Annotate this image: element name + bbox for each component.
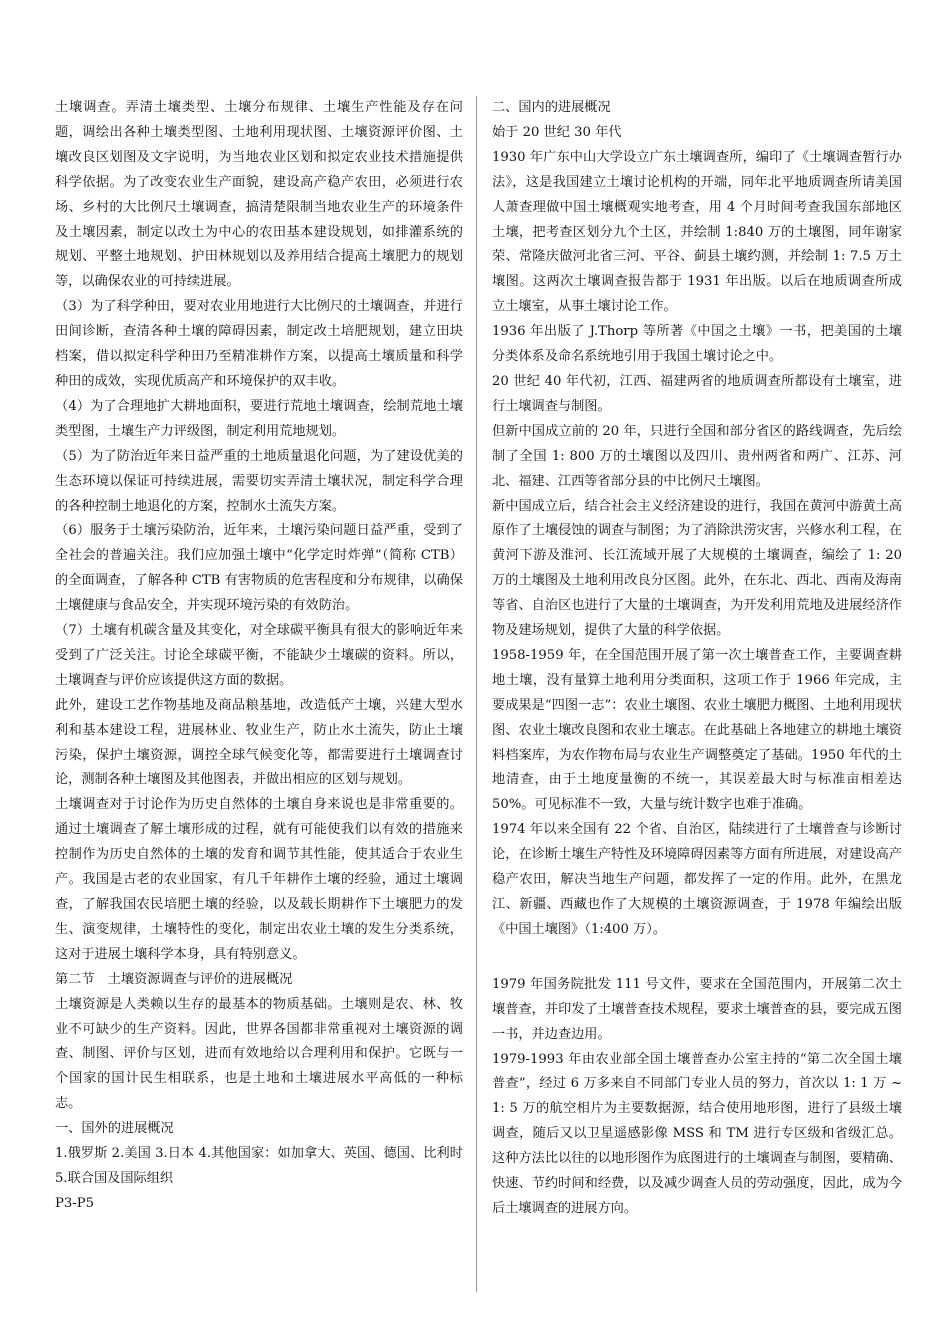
paragraph: 1958-1959 年，在全国范围开展了第一次土壤普查工作，主要调查耕地土壤，没有量算土地利用分类面积，这项工作于 1966 年完成，主要成果是“四图一志”：农业土壤图、农业土壤肥力概图、土地利用现状图、农业土壤改良图和农业土壤志。在此基础上各地建立的耕地土壤资料档案库，为农作物布局与农业生产调整奠定了基础。1950 年代的土地清查，由于土地度量衡的不统一，其误差最大时与标准亩相差达 50%。可见标准不一致，大量与统计数字也难于准确。 — [492, 647, 902, 813]
section-heading: 第二节 土壤资源调查与评价的进展概况 — [55, 971, 293, 987]
paragraph: 1979 年国务院批发 111 号文件，要求在全国范围内，开展第二次土壤普查，并印发了土壤普查技术规程，要求土壤普查的县，要完成五图一书，并边查边用。 — [492, 976, 902, 1042]
column-divider — [476, 96, 477, 1292]
subsection-heading: 一、国外的进展概况 — [55, 1121, 174, 1137]
paragraph: 1.俄罗斯 2.美国 3.日本 4.其他国家：如加拿大、英国、德国、比利时 5.联合国及国际组织 — [55, 1146, 463, 1186]
left-column — [55, 96, 463, 1217]
paragraph: 始于 20 世纪 30 年代 — [492, 124, 622, 140]
paragraph: 1936 年出版了 J.Thorp 等所著《中国之土壤》一书，把美国的土壤分类体系及命名系统地引用于我国土壤讨论之中。 — [492, 324, 902, 365]
paragraph: （5）为了防治近年来日益严重的土地质量退化问题，为了建设优美的生态环境以保证可持续进展，需要切实弄清土壤状况，制定科学合理的各种控制土地退化的方案，控制水土流失方案。 — [55, 448, 463, 514]
paragraph: 但新中国成立前的 20 年，只进行全国和部分省区的路线调查，先后绘制了全国 1: 800 万的土壤图以及四川、贵州两省和两广、江苏、河北、福建、江西等省部分县的中比例尺土壤图。 — [492, 423, 902, 489]
subsection-heading: 二、国内的进展概况 — [492, 100, 611, 115]
paragraph: （4）为了合理地扩大耕地面积，要进行荒地土壤调查，绘制荒地土壤类型图，土壤生产力评级图，制定利用荒地规划。 — [55, 398, 463, 439]
paragraph: （7）土壤有机碳含量及其变化，对全球碳平衡具有很大的影响近年来受到了广泛关注。讨论全球碳平衡，不能缺少土壤碳的资料。所以，土壤调查与评价应该提供这方面的数据。 — [55, 623, 463, 688]
paragraph: 土壤资源是人类赖以生存的最基本的物质基础。土壤则是农、林、牧业不可缺少的生产资料。因此，世界各国都非常重视对土壤资源的调查、制图、评价与区划，进而有效地给以合理利用和保护。它既与一个国家的国计民生相联系，也是土地和土壤进展水平高低的一种标志。 — [55, 996, 463, 1112]
right-column — [492, 96, 902, 1222]
paragraph: 土壤调查。弄清土壤类型、土壤分布规律、土壤生产性能及存在问题，调绘出各种土壤类型图、土地利用现状图、土壤资源评价图、土壤改良区划图及文字说明，为当地农业区划和拟定农业技术措施提供科学依据。为了改变农业生产面貌，建设高产稳产农田，必须进行农场、乡村的大比例尺土壤调查，搞清楚限制当地农业生产的环境条件及土壤因素，制定以改土为中心的农田基本建设规划，如排灌系统的规划、平整土地规划、护田林规划以及养用结合提高土壤肥力的规划等，以确保农业的可持续进展。 — [55, 100, 463, 290]
paragraph: 1974 年以来全国有 22 个省、自治区，陆续进行了土壤普查与诊断讨论，在诊断土壤生产特性及环境障碍因素等方面有所进展，对建设高产稳产农田，解决当地生产问题，都发挥了一定的作用。此外，在黑龙江、新疆、西藏也作了大规模的土壤资源调查，于 1978 年编绘出版《中国土壤图》（1:400 万）。 — [492, 822, 902, 937]
paragraph: 1930 年广东中山大学设立广东土壤调查所，编印了《土壤调查暂行办法》，这是我国建立土壤讨论机构的开端，同年北平地质调查所请美国人萧查理做中国土壤概观实地考查，用 4 个月时间考查我国东部地区土壤，把考查区划分九个土区，并绘制 1:840 万的土壤图，同年谢家荣、常隆庆做河北省三河、平谷、蓟县土壤约测，并绘制 1: 7.5 万土壤图。这两次土壤调查报告都于 1931 年出版。以后在地质调查所成立土壤室，从事土壤讨论工作。 — [492, 149, 902, 315]
page-reference: P3-P5 — [55, 1195, 94, 1211]
paragraph: 新中国成立后，结合社会主义经济建设的进行，我国在黄河中游黄土高原作了土壤侵蚀的调查与制图；为了消除洪涝灾害，兴修水利工程，在黄河下游及淮河、长江流域开展了大规模的土壤调查，编绘了 1: 20 万的土壤图及土地利用改良分区图。此外，在东北、西北、西南及海南等省、自治区也进行了大量的土壤调查，为开发利用荒地及进展经济作物及建场规划，提供了大量的科学依据。 — [492, 498, 902, 639]
blank-gap — [492, 943, 902, 973]
paragraph: 20 世纪 40 年代初，江西、福建两省的地质调查所都设有土壤室，进行土壤调查与制图。 — [492, 373, 902, 414]
paragraph: （3）为了科学种田，要对农业用地进行大比例尺的土壤调查，并进行田间诊断，查清各种土壤的障碍因素，制定改土培肥规划，建立田块档案，借以拟定科学种田乃至精准耕作方案，以提高土壤质量和科学种田的成效，实现优质高产和环境保护的双丰收。 — [55, 299, 463, 389]
paragraph: 1979-1993 年由农业部全国土壤普查办公室主持的“第二次全国土壤普查”，经过 6 万多来自不同部门专业人员的努力，首次以 1: 1 万 ~ 1: 5 万的航空相片为主要数据源，结合使用地形图，进行了县级土壤调查，随后又以卫星遥感影像 MSS 和 TM 进行专区级和省级汇总。这种方法比以往的以地形图作为底图进行的土壤调查与制图，要精确、快速、节约时间和经费，以及减少调查人员的劳动强度，因此，成为今后土壤调查的进展方向。 — [492, 1051, 902, 1216]
paragraph: 此外，建设工艺作物基地及商品粮基地，改造低产土壤，兴建大型水利和基本建设工程，进展林业、牧业生产，防止水土流失，防止土壤污染，保护土壤资源，调控全球气候变化等，都需要进行土壤调查讨论，测制各种土壤图及其他图表，并做出相应的区划与规划。 — [55, 697, 463, 788]
paragraph: 土壤调查对于讨论作为历史自然体的土壤自身来说也是非常重要的。通过土壤调查了解土壤形成的过程，就有可能使我们以有效的措施来控制作为历史自然体的土壤的发育和调节其性能，使其适合于农业生产。我国是古老的农业国家，有几千年耕作土壤的经验，通过土壤调查，了解我国农民培肥土壤的经验，以及载长期耕作下土壤肥力的发生、演变规律，土壤特性的变化，制定出农业土壤的发生分类系统，这对于进展土壤科学本身，具有特别意义。 — [55, 797, 463, 962]
paragraph: （6）服务于土壤污染防治，近年来，土壤污染问题日益严重，受到了全社会的普遍关注。我们应加强土壤中“化学定时炸弹”（简称 CTB）的全面调查，了解各种 CTB 有害物质的危害程度和分布规律，以确保土壤健康与食品安全，并实现环境污染的有效防治。 — [55, 523, 463, 614]
